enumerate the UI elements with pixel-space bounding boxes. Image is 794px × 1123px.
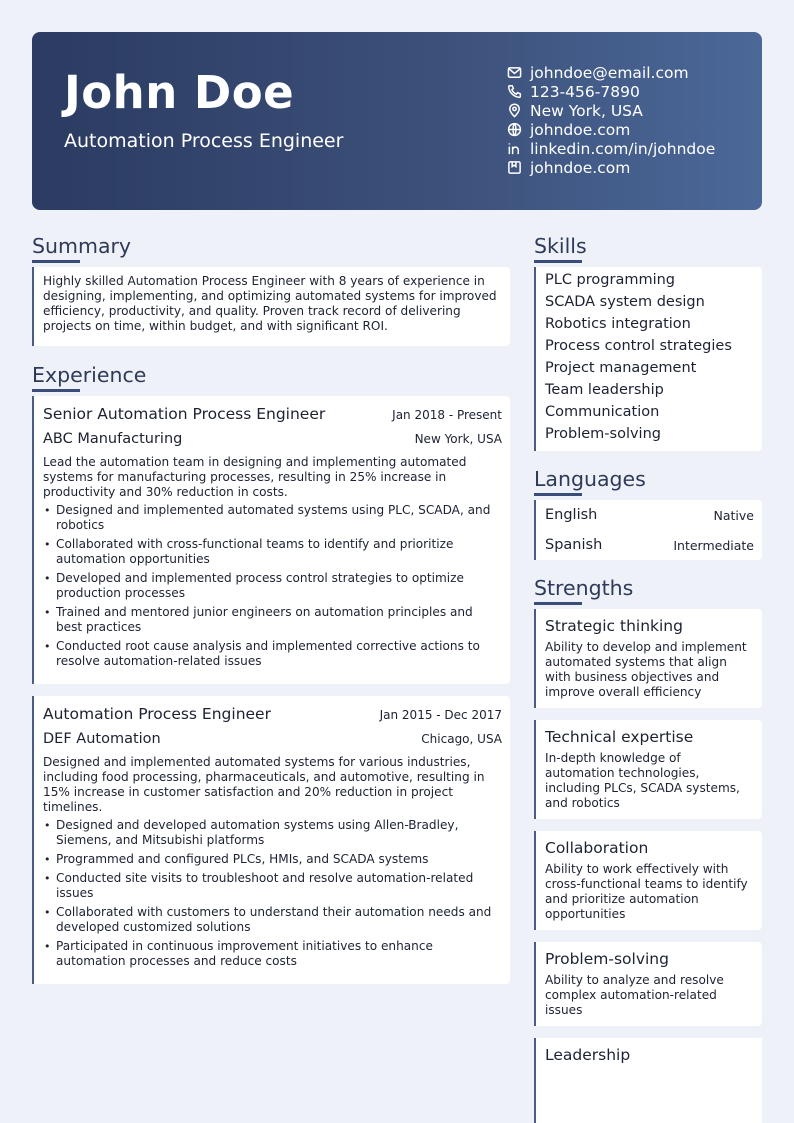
contact-portfolio[interactable]: [506, 158, 756, 177]
strength-card: [534, 831, 762, 930]
strength-title: Technical expertise: [545, 728, 694, 746]
job-bullet: • Collaborated with customers to understand their automation needs and developed customized solutions: [43, 905, 502, 935]
contact-text: New York, USA: [530, 101, 643, 120]
job-company: DEF Automation: [43, 731, 161, 747]
summary-text: Highly skilled Automation Process Engineer with 8 years of experience in designing, implementing, and optimizing automated systems for improved efficiency, productivity, and quality. Proven track record of delivering projects on time, within budget, and with significant ROI.: [43, 274, 497, 333]
contact-location: [506, 101, 756, 120]
strength-description: Ability to analyze and resolve complex automation-related issues: [545, 973, 724, 1017]
job-bullet: • Trained and mentored junior engineers on automation principles and best practices: [43, 605, 502, 635]
linkedin-icon: [506, 141, 522, 157]
skills-underline: [534, 260, 582, 263]
languages-underline: [534, 493, 582, 496]
job-bullet: • Participated in continuous improvement initiatives to enhance automation processes and reduce costs: [43, 939, 502, 969]
job-title: Automation Process Engineer: [43, 705, 271, 723]
job-bullets: [43, 503, 502, 669]
skill-item: SCADA system design: [545, 294, 705, 310]
strength-title: Collaboration: [545, 839, 649, 857]
job-header: [43, 405, 502, 423]
summary-underline: [32, 260, 80, 263]
skills-heading: Skills: [534, 234, 587, 258]
contact-text: linkedin.com/in/johndoe: [530, 139, 716, 158]
candidate-title: Automation Process Engineer: [64, 130, 344, 152]
summary-card: [32, 267, 510, 346]
language-level: Native: [713, 507, 754, 523]
skill-item: Problem-solving: [545, 426, 661, 442]
summary-heading: Summary: [32, 234, 132, 258]
skill-item: Project management: [545, 360, 697, 376]
experience-card-2: [32, 696, 510, 984]
language-level: Intermediate: [673, 537, 754, 553]
job-bullet: • Designed and developed automation systems using Allen-Bradley, Siemens, and Mitsubishi platforms: [43, 818, 502, 848]
strength-title: Strategic thinking: [545, 617, 683, 635]
strength-card: [534, 1038, 762, 1123]
candidate-name: John Doe: [64, 66, 295, 119]
skill-item: Process control strategies: [545, 338, 732, 354]
portfolio-icon: [506, 160, 522, 176]
job-bullet: • Conducted root cause analysis and implemented corrective actions to resolve automation-related issues: [43, 639, 502, 669]
globe-icon: [506, 122, 522, 138]
contact-text: 123-456-7890: [530, 82, 640, 101]
strength-card: [534, 720, 762, 819]
job-date: Jan 2015 - Dec 2017: [379, 708, 502, 722]
job-location: New York, USA: [414, 432, 502, 446]
job-company: ABC Manufacturing: [43, 431, 183, 447]
contact-website[interactable]: [506, 120, 756, 139]
contact-list: [506, 63, 756, 177]
resume-header: [32, 32, 762, 210]
phone-icon: [506, 84, 522, 100]
contact-linkedin[interactable]: [506, 139, 756, 158]
job-bullet: • Conducted site visits to troubleshoot and resolve automation-related issues: [43, 871, 502, 901]
contact-email[interactable]: [506, 63, 756, 82]
skill-item: PLC programming: [545, 272, 675, 288]
language-name: English: [545, 507, 598, 523]
job-header: [43, 705, 502, 723]
strength-card: [534, 609, 762, 708]
job-subheader: [43, 431, 502, 447]
contact-text: johndoe@email.com: [530, 63, 689, 82]
job-bullet: • Developed and implemented process control strategies to optimize production processes: [43, 571, 502, 601]
strength-title: Problem-solving: [545, 950, 669, 968]
job-description: Lead the automation team in designing and implementing automated systems for manufacturing processes, resulting in 25% increase in productivity and 30% reduction in costs.: [43, 455, 467, 499]
strengths-underline: [534, 602, 582, 605]
strength-description: In-depth knowledge of automation technologies, including PLCs, SCADA systems, and robotics: [545, 751, 740, 810]
job-title: Senior Automation Process Engineer: [43, 405, 326, 423]
contact-text: johndoe.com: [530, 120, 631, 139]
strengths-heading: Strengths: [534, 576, 634, 600]
strength-description: Ability to develop and implement automated systems that align with business objectives and improve overall efficiency: [545, 640, 747, 699]
job-description: Designed and implemented automated systems for various industries, including food processing, pharmaceuticals, and automotive, resulting in 15% increase in customer satisfaction and 20% reduction in project timelines.: [43, 755, 485, 814]
job-bullet: • Collaborated with cross-functional teams to identify and prioritize automation opportunities: [43, 537, 502, 567]
experience-heading: Experience: [32, 363, 147, 387]
language-name: Spanish: [545, 537, 603, 553]
email-icon: [506, 65, 522, 81]
job-location: Chicago, USA: [421, 732, 502, 746]
location-icon: [506, 103, 522, 119]
strength-card: [534, 942, 762, 1026]
skill-item: Robotics integration: [545, 316, 691, 332]
languages-card: [534, 500, 762, 560]
job-bullet: • Programmed and configured PLCs, HMIs, and SCADA systems: [43, 852, 502, 867]
strength-description: Ability to work effectively with cross-functional teams to identify and prioritize automation opportunities: [545, 862, 748, 921]
skill-item: Team leadership: [545, 382, 664, 398]
skills-card: [534, 267, 762, 451]
job-subheader: [43, 731, 502, 747]
experience-underline: [32, 389, 80, 392]
language-row: [545, 530, 754, 560]
skill-item: Communication: [545, 404, 660, 420]
strength-title: Leadership: [545, 1046, 631, 1064]
job-bullets: [43, 818, 502, 969]
languages-heading: Languages: [534, 467, 646, 491]
job-bullet: • Designed and implemented automated systems using PLC, SCADA, and robotics: [43, 503, 502, 533]
language-row: [545, 500, 754, 530]
experience-card-1: [32, 396, 510, 684]
job-date: Jan 2018 - Present: [392, 408, 502, 422]
contact-text: johndoe.com: [530, 158, 631, 177]
contact-phone[interactable]: [506, 82, 756, 101]
